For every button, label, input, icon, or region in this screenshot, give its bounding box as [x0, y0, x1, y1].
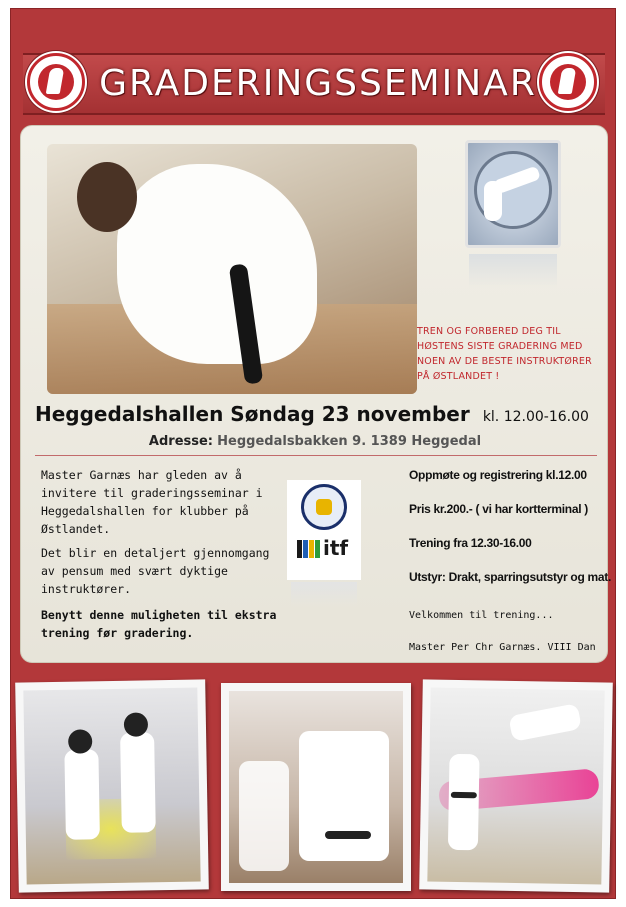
national-taekwondo-logo-icon — [465, 140, 561, 248]
kicker-figure — [508, 703, 582, 742]
student-figure — [239, 761, 289, 871]
black-belt — [325, 831, 371, 839]
logo-reflection — [469, 254, 557, 288]
detail-registration: Oppmøte og registrering kl.12.00 — [409, 468, 587, 482]
itf-logo-reflection — [291, 582, 357, 606]
detail-equipment: Utstyr: Drakt, sparringsutstyr og mat. — [409, 570, 611, 584]
address-label: Adresse: — [148, 434, 214, 449]
itf-color-bars — [297, 540, 321, 558]
photo-instruction-image — [229, 691, 403, 883]
invitation-paragraph: Master Garnæs har gleden av å invitere til graderingsseminar i Heggedalshallen for klubber på Østlandet. — [41, 468, 263, 536]
standing-figure — [448, 754, 480, 851]
poster — [10, 8, 616, 899]
photo-sparring-image — [23, 687, 200, 884]
itf-emblem-icon — [301, 484, 347, 530]
fighter-figure — [64, 749, 100, 840]
address-value: Heggedalsbakken 9. 1389 Heggedal — [217, 434, 482, 449]
poster-title: GRADERINGSSEMINAR — [99, 63, 537, 104]
logo-kicker-figure — [484, 181, 502, 221]
instructor-figure — [299, 731, 389, 861]
invitation-paragraph: Det blir en detaljert gjennomgang av pensum med svært dyktige instruktører. — [41, 546, 270, 596]
tagline: TREN OG FORBERED DEG TIL HØSTENS SISTE GRADERING MED NOEN AV DE BESTE INSTRUKTØRER PÅ ØSTLANDET ! — [417, 326, 592, 382]
header — [23, 49, 605, 121]
detail-price: Pris kr.200.- ( vi har kortterminal ) — [409, 502, 588, 516]
itf-logo-icon — [287, 480, 361, 580]
club-badge-right-icon — [539, 53, 597, 111]
hero-photo — [47, 144, 417, 394]
fighter-figure — [120, 732, 156, 833]
photo-sparring — [15, 679, 209, 892]
event-time: kl. 12.00-16.00 — [482, 409, 589, 425]
hero-head — [77, 162, 137, 232]
invitation-text — [41, 466, 281, 648]
signature-text: Master Per Chr Garnæs. VIII Dan — [409, 642, 596, 653]
venue-date: Heggedalshallen Søndag 23 november — [35, 402, 470, 426]
address-line — [21, 434, 609, 449]
photo-kick-image — [427, 687, 604, 884]
itf-wordmark: itf — [323, 536, 349, 560]
divider — [35, 455, 597, 456]
invitation-callout: Benytt denne muligheten til ekstra trening før gradering. — [41, 608, 277, 640]
welcome-text: Velkommen til trening... — [409, 610, 554, 621]
hero-uniform — [117, 164, 317, 364]
photo-kick — [419, 679, 613, 892]
detail-training-time: Trening fra 12.30-16.00 — [409, 536, 532, 550]
main-panel — [20, 125, 611, 663]
venue-line — [35, 402, 601, 426]
black-belt — [451, 792, 477, 798]
photo-instruction — [221, 683, 411, 891]
